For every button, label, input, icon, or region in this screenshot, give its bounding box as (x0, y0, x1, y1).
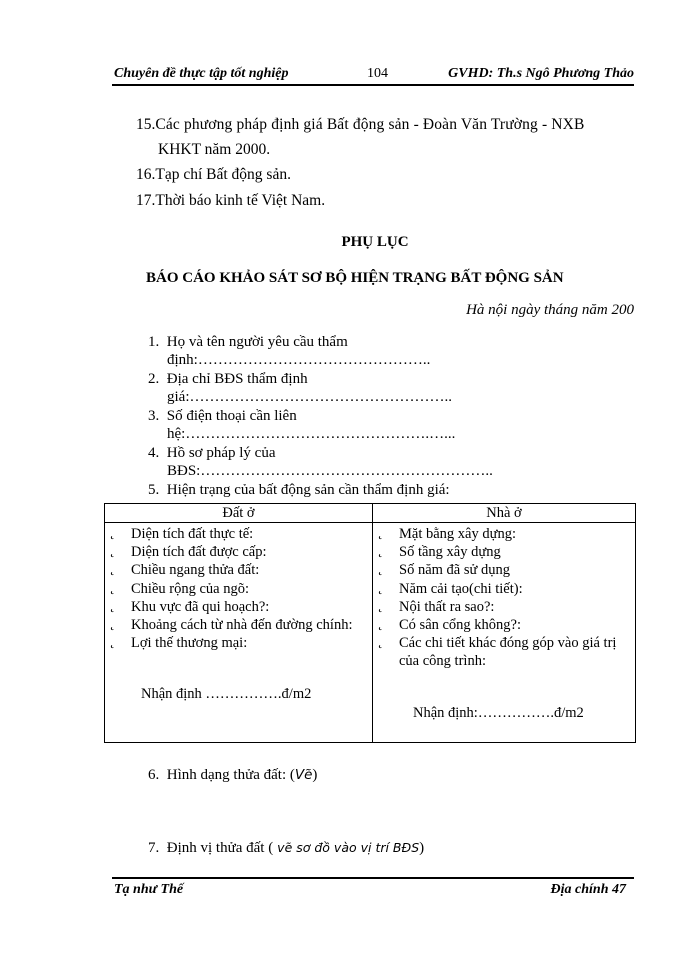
land-checklist (105, 525, 372, 652)
house-item (373, 543, 635, 561)
land-item (105, 580, 372, 598)
reference-text: Tạp chí Bất động sản. (155, 166, 291, 183)
question-note: vẽ sơ đồ vào vị trí BĐS (273, 840, 420, 855)
question-label: Định vị thửa đất ( (166, 840, 274, 856)
bullet-icon: ˛ (378, 542, 383, 559)
question-number: 2. (148, 371, 160, 387)
question-label: Hình dạng thửa đất: ( (166, 767, 295, 783)
house-item-label: Số năm đã sử dụng (399, 562, 510, 579)
question-number: 1. (148, 334, 160, 350)
question-6 (148, 767, 317, 784)
question-5 (148, 482, 450, 499)
house-item-label: Mặt bằng xây dựng: (399, 526, 516, 542)
header-instructor: GVHD: Th.s Ngô Phương Thảo (448, 66, 634, 81)
bullet-icon: ˛ (110, 560, 115, 577)
question-3-answer-line[interactable]: hệ:………………………………………….…... (167, 426, 456, 442)
question-note: Vẽ (294, 767, 313, 783)
land-column (105, 523, 373, 743)
bullet-icon: ˛ (110, 542, 115, 559)
question-label: Địa chỉ BĐS thẩm định (166, 371, 308, 387)
question-label: Hiện trạng của bất động sản cần thẩm định giá: (166, 482, 450, 498)
question-number: 5. (148, 482, 160, 498)
house-item (373, 580, 635, 598)
bullet-icon: ˛ (378, 524, 383, 540)
bullet-icon: ˛ (378, 596, 383, 613)
question-number: 7. (148, 840, 160, 856)
land-item-label: Chiều ngang thửa đất: (131, 562, 260, 579)
house-item-label: Số tầng xây dựng (399, 544, 501, 561)
land-item (105, 525, 372, 543)
house-item-label: Có sân cổng không?: (399, 617, 522, 634)
reference-number: 15. (136, 116, 156, 133)
header-title: Chuyên đề thực tập tốt nghiệp (114, 66, 289, 81)
reference-text: Thời báo kinh tế Việt Nam. (155, 192, 326, 209)
table-header-house: Nhà ở (373, 504, 636, 523)
house-item-label: Năm cải tạo(chi tiết): (399, 580, 523, 597)
bullet-icon: ˛ (110, 524, 115, 540)
date-line: Hà nội ngày tháng năm 200 (466, 302, 634, 318)
question-1-answer-line[interactable]: định:……………………………………….. (167, 352, 431, 368)
house-item-label: Các chi tiết khác đóng góp vào giá trị của công trình: (399, 635, 617, 670)
land-item-label: Lợi thế thương mại: (131, 635, 248, 652)
appendix-title: PHỤ LỤC (341, 234, 409, 250)
question-label: Hồ sơ pháp lý của (166, 445, 276, 461)
land-item-label: Diện tích đất được cấp: (131, 544, 267, 561)
house-column (373, 523, 636, 743)
footer-rule (112, 877, 634, 879)
house-item (373, 634, 635, 670)
land-item (105, 598, 372, 616)
question-1 (148, 334, 348, 351)
footer-author: Tạ như Thế (114, 882, 184, 897)
reference-number: 16. (136, 166, 156, 183)
bullet-icon: ˛ (110, 615, 115, 632)
reference-text: Các phương pháp định giá Bất động sản - Đoàn Văn Trường - NXB (155, 116, 585, 133)
header-rule (112, 84, 634, 86)
house-valuation-line[interactable]: Nhận định:…………….đ/m2 (413, 704, 584, 721)
bullet-icon: ˛ (378, 578, 383, 595)
question-2-answer-line[interactable]: giá:…………………………………………….. (167, 389, 452, 405)
reference-item-15 (136, 116, 584, 134)
bullet-icon: ˛ (110, 633, 115, 650)
land-valuation-line[interactable]: Nhận định …………….đ/m2 (141, 686, 312, 703)
question-4-answer-line[interactable]: BĐS:………………………………………………….. (167, 463, 493, 479)
land-item (105, 543, 372, 561)
land-item-label: Diện tích đất thực tế: (131, 526, 254, 542)
house-item (373, 616, 635, 634)
bullet-icon: ˛ (378, 615, 383, 632)
reference-item-16 (136, 166, 291, 184)
land-item-label: Chiều rộng của ngõ: (131, 580, 249, 597)
house-item (373, 561, 635, 579)
question-4 (148, 445, 276, 462)
question-7 (148, 840, 424, 857)
question-2 (148, 371, 308, 388)
land-item (105, 634, 372, 652)
bullet-icon: ˛ (110, 578, 115, 595)
table-header-land: Đất ở (105, 504, 373, 523)
land-item (105, 561, 372, 579)
land-item-label: Khoảng cách từ nhà đến đường chính: (131, 617, 353, 634)
land-item (105, 616, 372, 634)
land-item-label: Khu vực đã qui hoạch?: (131, 598, 270, 615)
question-number: 3. (148, 408, 160, 424)
question-label: Họ và tên người yêu cầu thẩm (166, 334, 348, 350)
question-close-paren: ) (312, 767, 318, 783)
house-checklist (373, 525, 635, 671)
question-label: Số điện thoại cần liên (166, 408, 297, 424)
question-number: 4. (148, 445, 160, 461)
bullet-icon: ˛ (378, 633, 383, 650)
property-status-table (104, 503, 636, 743)
question-close-paren: ) (419, 840, 425, 856)
reference-item-17 (136, 192, 325, 210)
house-item-label: Nội thất ra sao?: (399, 598, 495, 615)
footer-class: Địa chính 47 (550, 882, 626, 897)
page-number: 104 (367, 66, 388, 81)
reference-text-continued: KHKT năm 2000. (158, 141, 271, 158)
bullet-icon: ˛ (378, 560, 383, 577)
house-item (373, 598, 635, 616)
report-title: BÁO CÁO KHẢO SÁT SƠ BỘ HIỆN TRẠNG BẤT ĐỘNG SẢN (146, 270, 564, 286)
bullet-icon: ˛ (110, 596, 115, 613)
house-item (373, 525, 635, 543)
question-3 (148, 408, 297, 425)
question-number: 6. (148, 767, 160, 783)
reference-number: 17. (136, 192, 156, 209)
